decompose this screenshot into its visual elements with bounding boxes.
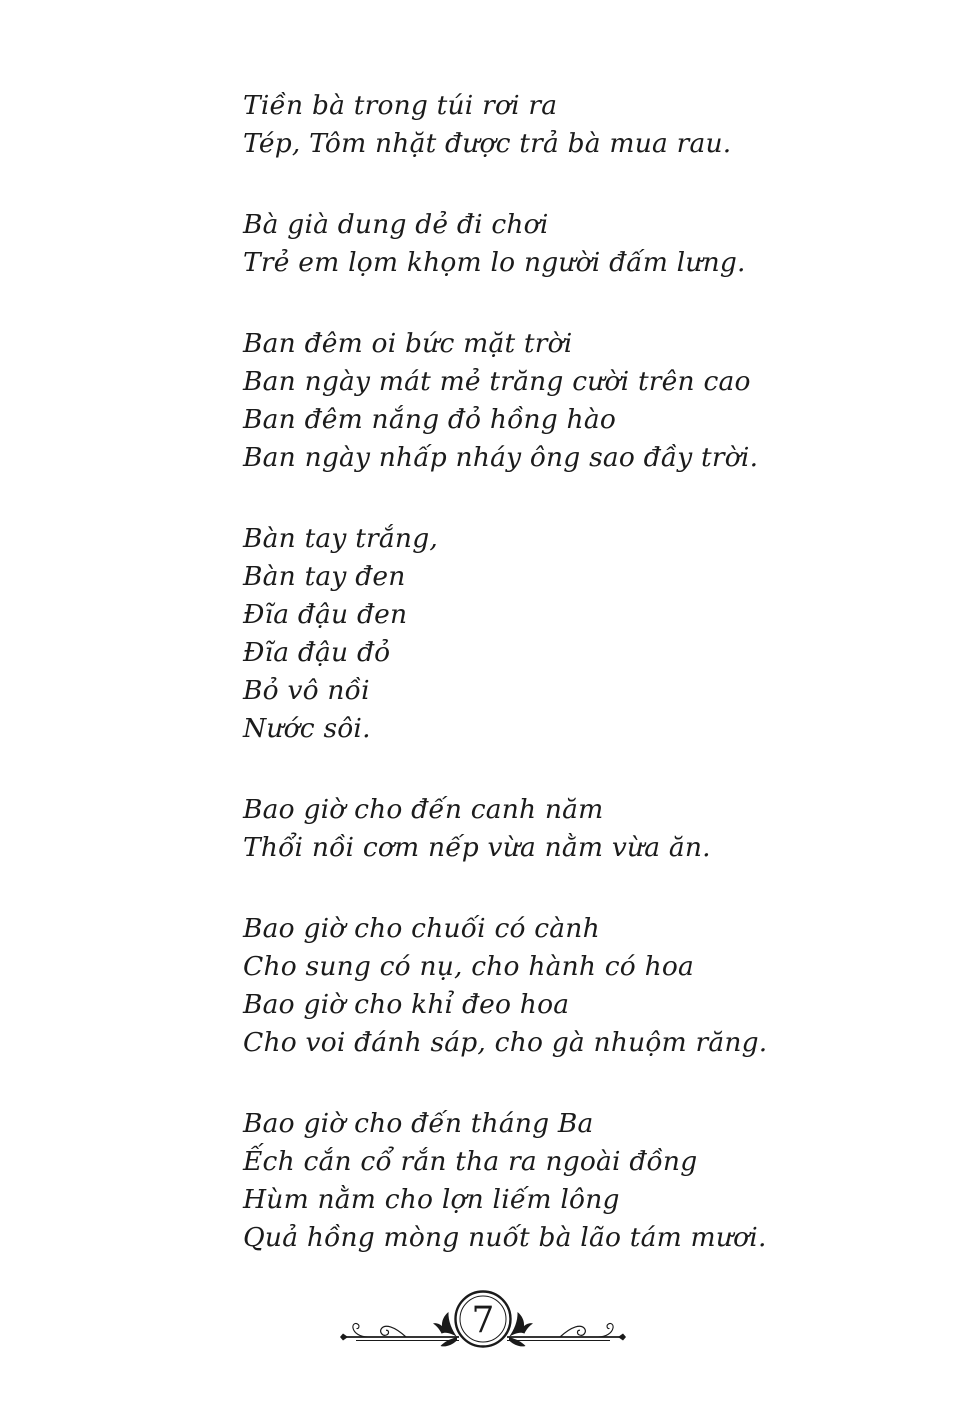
poem-stanza — [243, 87, 767, 163]
poem-line: Bàn tay đen — [243, 561, 406, 592]
poem-line: Bao giờ cho chuối có cành — [243, 913, 600, 944]
poem-stanza — [243, 1105, 767, 1257]
poem-text-block — [243, 87, 767, 1300]
poem-line: Bỏ vô nồi — [243, 675, 370, 706]
poem-line: Ban ngày mát mẻ trăng cười trên cao — [243, 366, 751, 397]
poem-stanza — [243, 520, 767, 748]
poem-line: Nước sôi. — [243, 713, 371, 744]
flourish-right — [507, 1312, 626, 1346]
poem-line: Quả hồng mòng nuốt bà lão tám mươi. — [243, 1222, 767, 1253]
page-number-flourish-icon — [338, 1283, 628, 1359]
poem-line: Trẻ em lọm khọm lo người đấm lưng. — [243, 247, 746, 278]
poem-line: Bao giờ cho khỉ đeo hoa — [243, 989, 570, 1020]
poem-line: Đĩa đậu đỏ — [243, 637, 391, 668]
poem-stanza — [243, 325, 767, 477]
page-footer — [0, 1283, 965, 1359]
poem-stanza — [243, 206, 767, 282]
poem-line: Tiền bà trong túi rơi ra — [243, 90, 558, 121]
poem-line: Đĩa đậu đen — [243, 599, 408, 630]
poem-line: Cho voi đánh sáp, cho gà nhuộm răng. — [243, 1027, 768, 1058]
flourish-left — [340, 1312, 459, 1346]
page-number: 7 — [471, 1300, 494, 1341]
poem-line: Ban đêm oi bức mặt trời — [243, 328, 573, 359]
poem-stanza — [243, 910, 767, 1062]
poem-stanza — [243, 791, 767, 867]
poem-line: Hùm nằm cho lợn liếm lông — [243, 1184, 620, 1215]
poem-line: Ếch cắn cổ rắn tha ra ngoài đồng — [243, 1146, 698, 1177]
poem-line: Bao giờ cho đến canh năm — [243, 794, 604, 825]
poem-line: Ban ngày nhấp nháy ông sao đầy trời. — [243, 442, 759, 473]
poem-line: Cho sung có nụ, cho hành có hoa — [243, 951, 694, 982]
poem-line: Bà già dung dẻ đi chơi — [243, 209, 549, 240]
page-number-circle — [455, 1292, 510, 1347]
poem-line: Bàn tay trắng, — [243, 523, 438, 554]
poem-line: Thổi nồi cơm nếp vừa nằm vừa ăn. — [243, 832, 711, 863]
poem-line: Tép, Tôm nhặt được trả bà mua rau. — [243, 128, 732, 159]
poem-line: Bao giờ cho đến tháng Ba — [243, 1108, 594, 1139]
poem-line: Ban đêm nắng đỏ hồng hào — [243, 404, 616, 435]
